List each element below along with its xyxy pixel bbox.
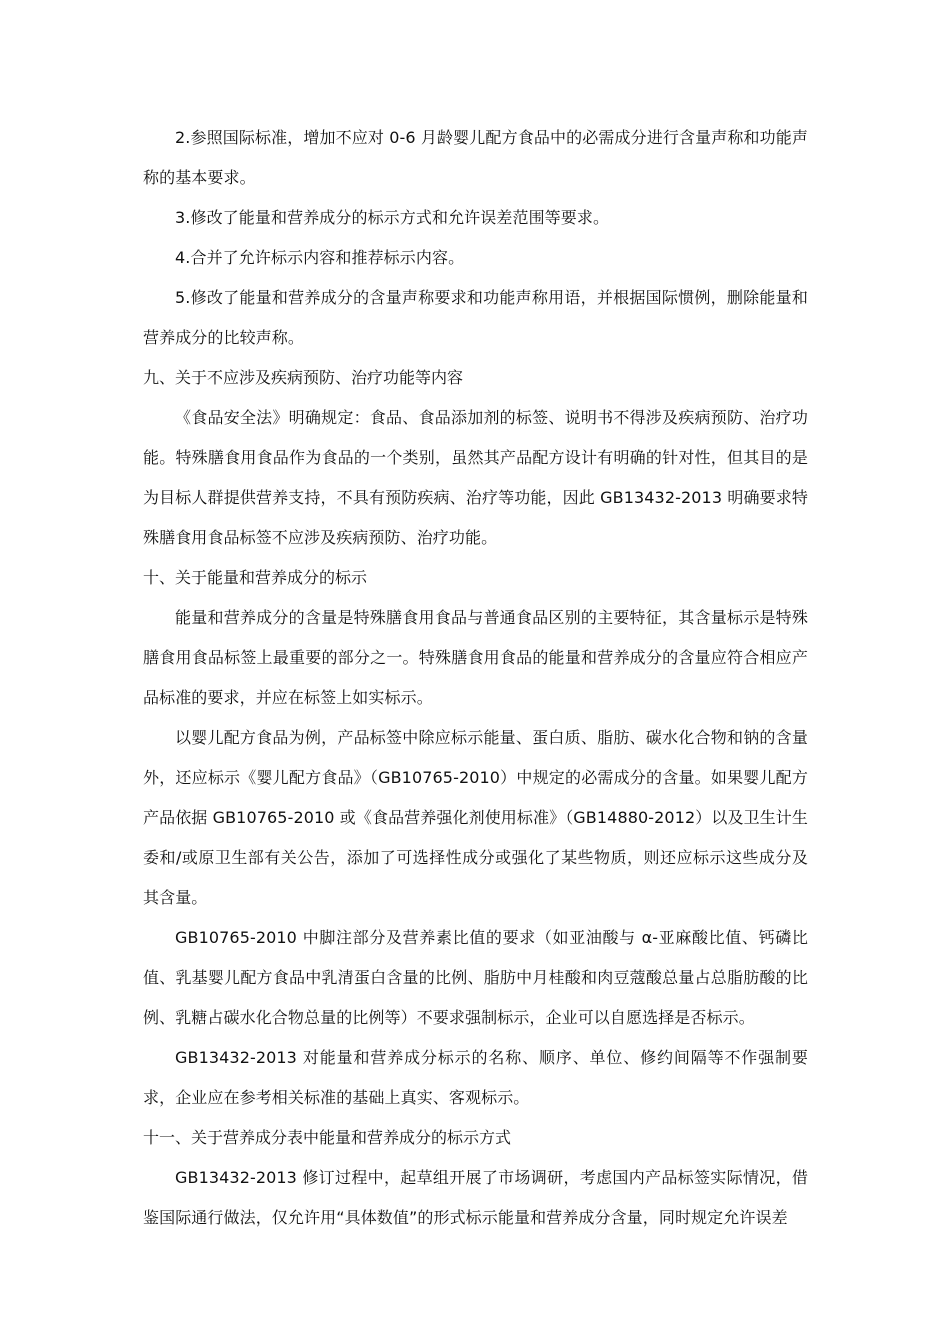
paragraph-footnote-ratios: GB10765-2010 中脚注部分及营养素比值的要求（如亚油酸与 α-亚麻酸比值、钙磷比值、乳基婴儿配方食品中乳清蛋白含量的比例、脂肪中月桂酸和肉豆蔻酸总量占总脂肪酸的比例、乳糖占碳水化合物总量的比例等）不要求强制标示，企业可以自愿选择是否标示。 <box>143 928 808 1027</box>
paragraph-energy-nutrients: 能量和营养成分的含量是特殊膳食用食品与普通食品区别的主要特征，其含量标示是特殊膳食用食品标签上最重要的部分之一。特殊膳食用食品的能量和营养成分的含量应符合相应产品标准的要求，并应在标签上如实标示。 <box>143 608 808 707</box>
paragraph-item-2: 2.参照国际标准，增加不应对 0-6 月龄婴儿配方食品中的必需成分进行含量声称和功能声称的基本要求。 <box>143 128 808 187</box>
paragraph-item-4: 4.合并了允许标示内容和推荐标示内容。 <box>175 248 465 267</box>
paragraph-item-5: 5.修改了能量和营养成分的含量声称要求和功能声称用语，并根据国际惯例，删除能量和营养成分的比较声称。 <box>143 288 808 347</box>
section-heading-10: 十、关于能量和营养成分的标示 <box>143 568 368 587</box>
paragraph-food-safety-law: 《食品安全法》明确规定：食品、食品添加剂的标签、说明书不得涉及疾病预防、治疗功能。特殊膳食用食品作为食品的一个类别，虽然其产品配方设计有明确的针对性，但其目的是为目标人群提供营养支持，不具有预防疾病、治疗等功能，因此 GB13432-2013 明确要求特殊膳食用食品标签不应涉及疾病预防、治疗功能。 <box>143 408 808 547</box>
section-heading-9: 九、关于不应涉及疾病预防、治疗功能等内容 <box>143 368 464 387</box>
paragraph-labeling-requirements: GB13432-2013 对能量和营养成分标示的名称、顺序、单位、修约间隔等不作强制要求，企业应在参考相关标准的基础上真实、客观标示。 <box>143 1048 808 1107</box>
paragraph-revision-process: GB13432-2013 修订过程中，起草组开展了市场调研，考虑国内产品标签实际情况，借鉴国际通行做法，仅允许用“具体数值”的形式标示能量和营养成分含量，同时规定允许误差 <box>143 1168 808 1227</box>
paragraph-infant-formula-example: 以婴儿配方食品为例，产品标签中除应标示能量、蛋白质、脂肪、碳水化合物和钠的含量外，还应标示《婴儿配方食品》（GB10765-2010）中规定的必需成分的含量。如果婴儿配方产品依据 GB10765-2010 或《食品营养强化剂使用标准》（GB14880-2012）以及卫生计生委和/或原卫生部有关公告，添加了可选择性成分或强化了某些物质，则还应标示这些成分及其含量。 <box>143 728 808 907</box>
paragraph-item-3: 3.修改了能量和营养成分的标示方式和允许误差范围等要求。 <box>175 208 610 227</box>
section-heading-11: 十一、关于营养成分表中能量和营养成分的标示方式 <box>143 1128 512 1147</box>
document-body <box>143 118 808 1238</box>
